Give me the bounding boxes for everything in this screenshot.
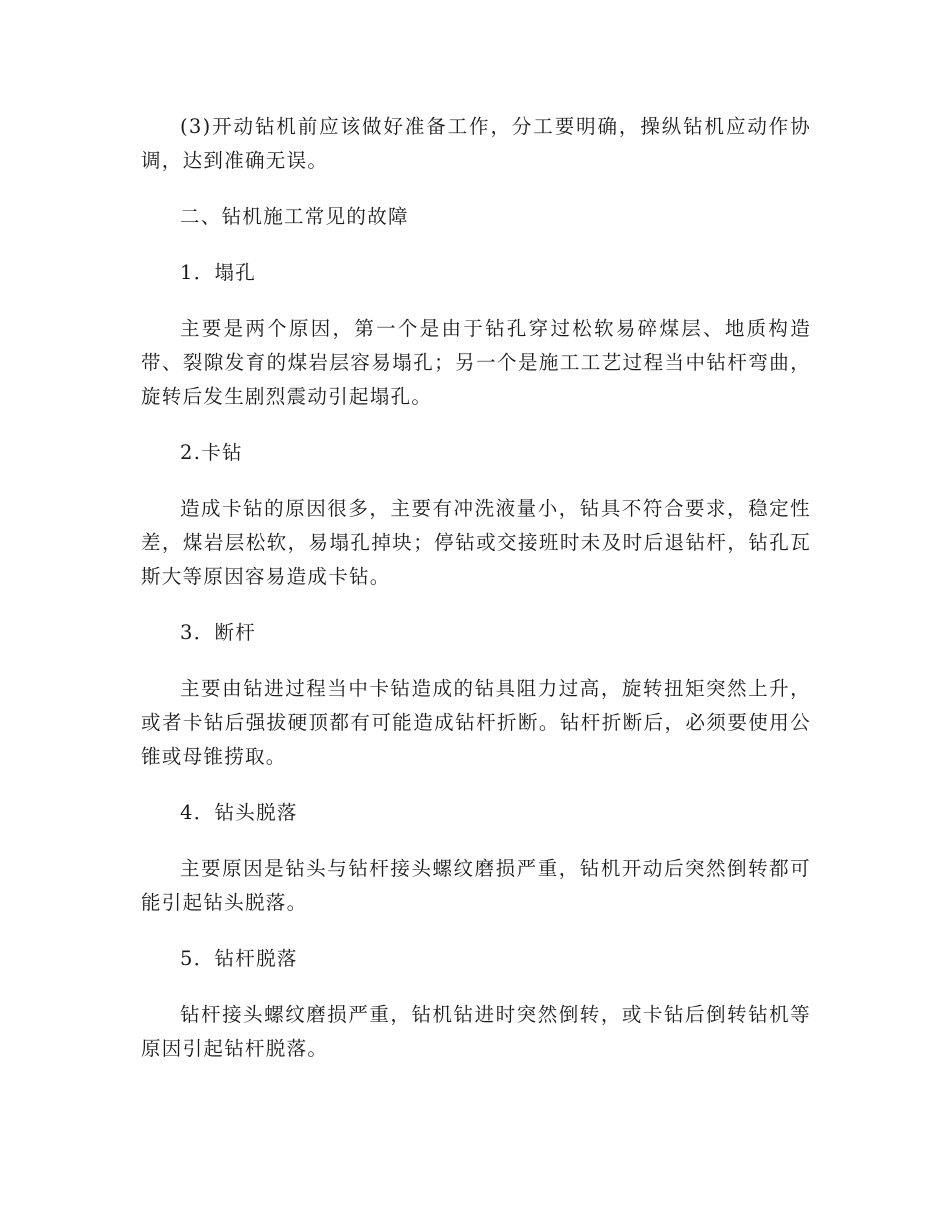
paragraph-broken-rod: 主要由钻进过程当中卡钻造成的钻具阻力过高，旋转扭矩突然上升，或者卡钻后强拔硬顶都有可能造成钻杆折断。钻杆折断后，必须要使用公锥或母锥捞取。 bbox=[141, 677, 811, 768]
paragraph-drill-sticking: 造成卡钻的原因很多，主要有冲洗液量小，钻具不符合要求，稳定性差，煤岩层松软，易塌孔掉块；停钻或交接班时未及时后退钻杆，钻孔瓦斯大等原因容易造成卡钻。 bbox=[141, 497, 811, 588]
paragraph-bit-detachment: 主要原因是钻头与钻杆接头螺纹磨损严重，钻机开动后突然倒转都可能引起钻头脱落。 bbox=[141, 857, 811, 914]
paragraph-drill-preparation: (3)开动钻机前应该做好准备工作，分工要明确，操纵钻机应动作协调，达到准确无误。 bbox=[141, 115, 811, 172]
subheading-bit-detachment: 4．钻头脱落 bbox=[180, 801, 298, 824]
paragraph-rod-detachment: 钻杆接头螺纹磨损严重，钻机钻进时突然倒转，或卡钻后倒转钻机等原因引起钻杆脱落。 bbox=[141, 1003, 811, 1060]
subheading-drill-sticking: 2.卡钻 bbox=[180, 441, 243, 464]
subheading-broken-rod: 3．断杆 bbox=[180, 621, 257, 644]
subheading-hole-collapse: 1．塌孔 bbox=[180, 261, 257, 284]
document-body bbox=[141, 110, 811, 1066]
subheading-rod-detachment: 5．钻杆脱落 bbox=[180, 947, 298, 970]
paragraph-hole-collapse: 主要是两个原因，第一个是由于钻孔穿过松软易碎煤层、地质构造带、裂隙发育的煤岩层容易塌孔；另一个是施工工艺过程当中钻杆弯曲，旋转后发生剧烈震动引起塌孔。 bbox=[141, 317, 811, 408]
section-heading-common-faults: 二、钻机施工常见的故障 bbox=[180, 205, 409, 228]
